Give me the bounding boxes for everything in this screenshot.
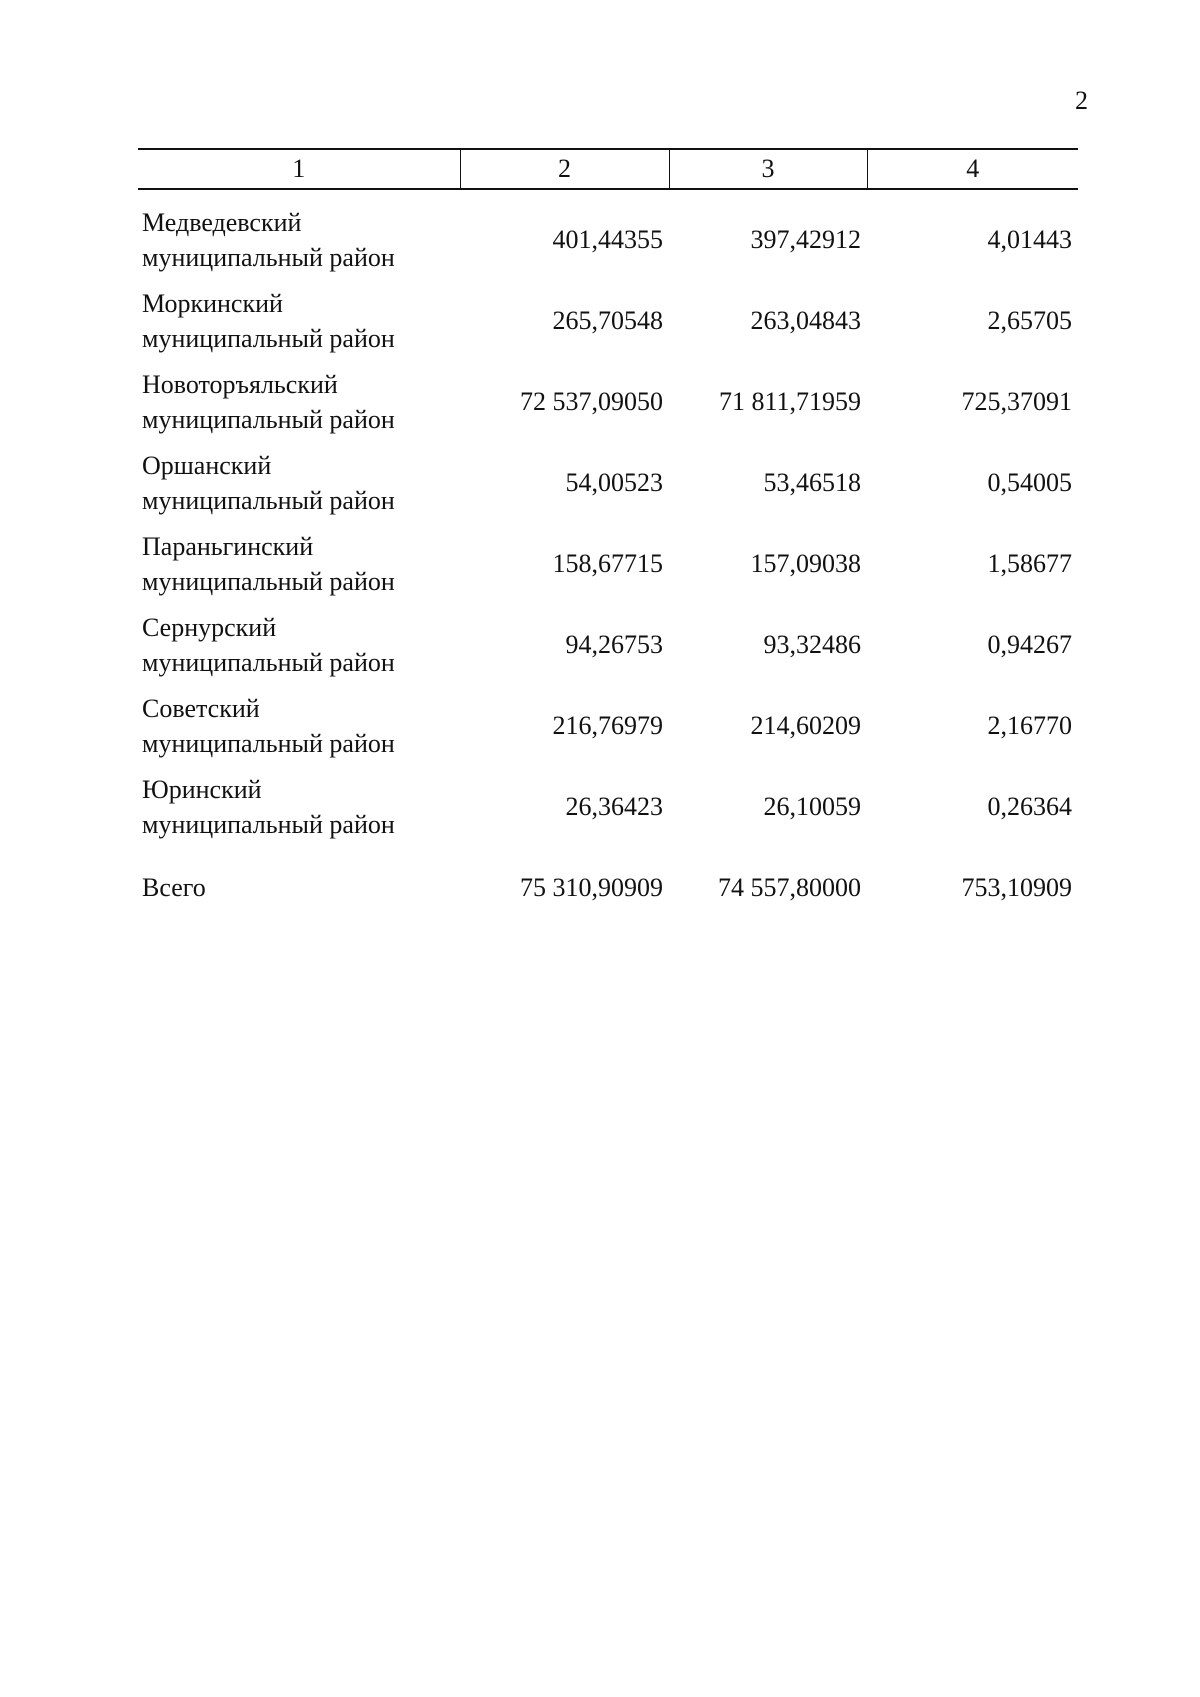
value-col-3: 157,09038 (750, 549, 861, 578)
district-name-line1: Оршанский (142, 450, 272, 480)
value-col-4: 725,37091 (961, 387, 1072, 416)
value-col-3: 71 811,71959 (718, 387, 861, 416)
table-row (138, 523, 1078, 604)
district-name (138, 766, 460, 847)
value-col-2: 216,76979 (552, 711, 663, 740)
value-col-3: 263,04843 (750, 306, 861, 335)
district-name-line2: муниципальный район (142, 566, 395, 596)
value-col-4: 4,01443 (987, 225, 1072, 254)
district-name-line2: муниципальный район (142, 485, 395, 515)
district-name (138, 280, 460, 361)
total-col-4: 753,10909 (961, 873, 1072, 902)
district-name-line1: Моркинский (142, 288, 283, 318)
district-name-line1: Советский (142, 693, 260, 723)
district-name-line2: муниципальный район (142, 404, 395, 434)
table-header-row (138, 149, 1078, 189)
value-col-4: 0,54005 (987, 468, 1072, 497)
district-name (138, 189, 460, 280)
district-name (138, 442, 460, 523)
page-number: 2 (1075, 86, 1088, 115)
value-col-4: 2,16770 (987, 711, 1072, 740)
table-row (138, 442, 1078, 523)
value-col-2: 54,00523 (565, 468, 663, 497)
total-label: Всего (142, 873, 206, 902)
value-col-2: 72 537,09050 (520, 387, 663, 416)
table-row (138, 280, 1078, 361)
value-col-3: 53,46518 (763, 468, 861, 497)
value-col-4: 0,94267 (987, 630, 1072, 659)
district-name-line2: муниципальный район (142, 323, 395, 353)
district-name-line2: муниципальный район (142, 242, 395, 272)
table-row (138, 604, 1078, 685)
value-col-3: 26,10059 (763, 792, 861, 821)
district-name-line1: Сернурский (142, 612, 277, 642)
column-header-2: 2 (460, 149, 669, 189)
column-header-1: 1 (138, 149, 460, 189)
column-header-3: 3 (669, 149, 867, 189)
district-name (138, 361, 460, 442)
table-row (138, 766, 1078, 847)
total-col-2: 75 310,90909 (520, 873, 663, 902)
value-col-2: 158,67715 (552, 549, 663, 578)
value-col-4: 1,58677 (987, 549, 1072, 578)
district-name-line2: муниципальный район (142, 647, 395, 677)
table-row (138, 361, 1078, 442)
table-row (138, 189, 1078, 280)
district-name-line1: Медведевский (142, 207, 302, 237)
value-col-4: 0,26364 (987, 792, 1072, 821)
district-name-line2: муниципальный район (142, 809, 395, 839)
table-row (138, 685, 1078, 766)
value-col-2: 26,36423 (565, 792, 663, 821)
district-name (138, 604, 460, 685)
total-col-3: 74 557,80000 (718, 873, 861, 902)
value-col-2: 94,26753 (565, 630, 663, 659)
value-col-2: 265,70548 (552, 306, 663, 335)
value-col-2: 401,44355 (552, 225, 663, 254)
value-col-3: 93,32486 (763, 630, 861, 659)
column-header-4: 4 (867, 149, 1078, 189)
district-allocation-table (138, 148, 1078, 905)
table-total-row (138, 847, 1078, 905)
district-name-line1: Новоторъяльский (142, 369, 338, 399)
value-col-3: 214,60209 (750, 711, 861, 740)
value-col-4: 2,65705 (987, 306, 1072, 335)
district-name-line1: Юринский (142, 774, 262, 804)
district-name (138, 685, 460, 766)
district-name-line2: муниципальный район (142, 728, 395, 758)
district-name-line1: Параньгинский (142, 531, 314, 561)
district-name (138, 523, 460, 604)
value-col-3: 397,42912 (750, 225, 861, 254)
